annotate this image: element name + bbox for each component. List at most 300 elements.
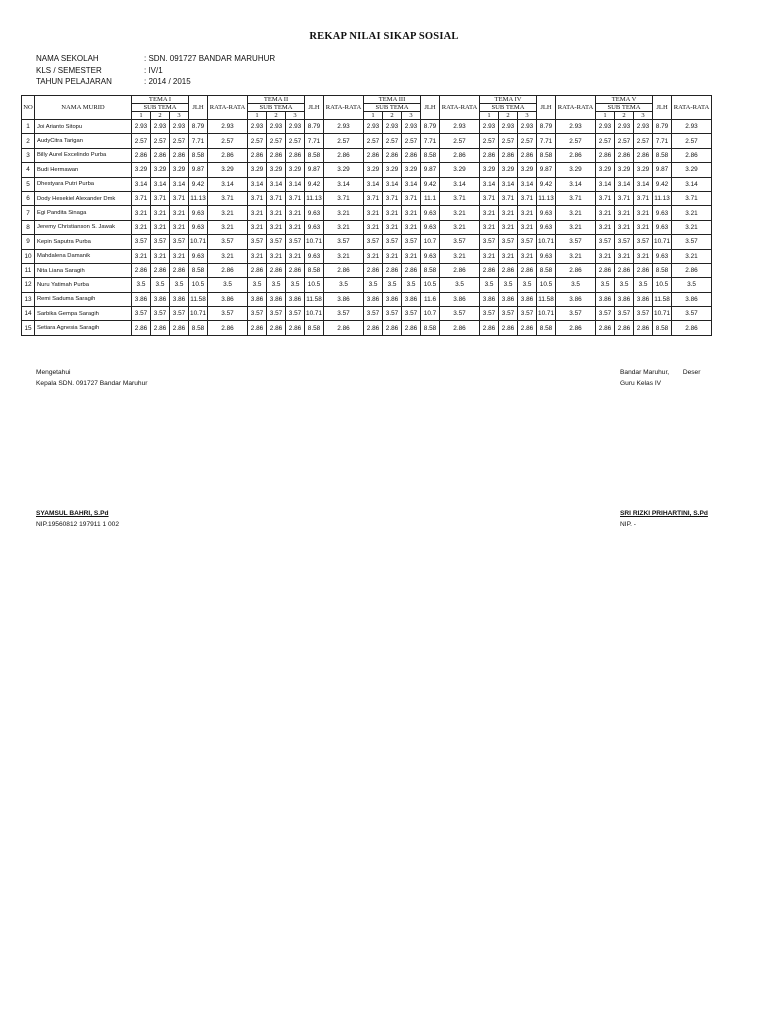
- subtema-1-score: 2.86: [248, 148, 267, 162]
- header-row: [22, 96, 712, 104]
- rata-rata-value: 2.86: [672, 263, 712, 277]
- header-subtema-number: 2: [615, 112, 634, 120]
- subtema-1-score: 3.71: [364, 191, 383, 205]
- jlh-value: 8.58: [653, 321, 672, 335]
- subtema-2-score: 3.21: [151, 220, 170, 234]
- subtema-1-score: 2.86: [364, 263, 383, 277]
- rata-rata-value: 2.86: [208, 148, 248, 162]
- jlh-value: 7.71: [537, 134, 556, 148]
- place: Bandar Maruhur,: [620, 369, 670, 376]
- jlh-value: 7.71: [305, 134, 324, 148]
- subtema-2-score: 2.86: [383, 263, 402, 277]
- jlh-value: 10.71: [537, 235, 556, 249]
- jlh-value: 10.71: [305, 235, 324, 249]
- subtema-3-score: 3.57: [518, 235, 537, 249]
- subtema-3-score: 3.71: [402, 191, 421, 205]
- rata-rata-value: 3.21: [208, 249, 248, 263]
- jlh-value: 11.13: [653, 191, 672, 205]
- subtema-3-score: 3.5: [286, 278, 305, 292]
- subtema-3-score: 2.86: [170, 148, 189, 162]
- subtema-3-score: 3.29: [518, 163, 537, 177]
- rata-rata-value: 2.86: [672, 321, 712, 335]
- teacher-name: SRI RIZKI PRIHARTINI, S.Pd: [620, 510, 708, 517]
- subtema-1-score: 3.5: [480, 278, 499, 292]
- rata-rata-value: 2.57: [324, 134, 364, 148]
- subtema-1-score: 2.93: [480, 120, 499, 134]
- table-row: [22, 206, 712, 220]
- header-rata-rata: RATA-RATA: [556, 96, 596, 120]
- subtema-3-score: 2.86: [518, 148, 537, 162]
- subtema-1-score: 3.14: [132, 177, 151, 191]
- left-signer: [36, 509, 119, 530]
- rata-rata-value: 3.21: [208, 220, 248, 234]
- subtema-2-score: 3.29: [615, 163, 634, 177]
- right-signer: [620, 509, 708, 530]
- row-number: 9: [22, 235, 35, 249]
- jlh-value: 9.87: [305, 163, 324, 177]
- rata-rata-value: 2.86: [556, 321, 596, 335]
- header-subtema: SUB TEMA: [480, 104, 537, 112]
- subtema-3-score: 2.86: [286, 263, 305, 277]
- place-date-line: [620, 368, 760, 379]
- subtema-2-score: 3.57: [267, 307, 286, 321]
- subtema-2-score: 3.57: [615, 307, 634, 321]
- header-rata-rata: RATA-RATA: [440, 96, 480, 120]
- subtema-3-score: 2.57: [634, 134, 653, 148]
- subtema-1-score: 2.86: [480, 148, 499, 162]
- subtema-1-score: 3.29: [364, 163, 383, 177]
- subtema-3-score: 3.21: [518, 249, 537, 263]
- header-no: NO: [22, 96, 35, 120]
- table-row: [22, 292, 712, 306]
- header-tema: TEMA I: [132, 96, 189, 104]
- rata-rata-value: 2.86: [440, 321, 480, 335]
- subtema-2-score: 3.21: [267, 206, 286, 220]
- subtema-2-score: 3.86: [151, 292, 170, 306]
- rata-rata-value: 2.93: [324, 120, 364, 134]
- subtema-3-score: 3.86: [170, 292, 189, 306]
- rata-rata-value: 3.5: [324, 278, 364, 292]
- jlh-value: 8.79: [421, 120, 440, 134]
- jlh-value: 8.58: [189, 263, 208, 277]
- info-row-year: [36, 76, 275, 88]
- subtema-1-score: 3.57: [480, 235, 499, 249]
- rata-rata-value: 2.57: [440, 134, 480, 148]
- rata-rata-value: 3.57: [208, 235, 248, 249]
- info-value: : 2014 / 2015: [144, 77, 191, 86]
- subtema-2-score: 2.86: [383, 148, 402, 162]
- subtema-1-score: 2.86: [596, 321, 615, 335]
- subtema-3-score: 3.57: [634, 235, 653, 249]
- rata-rata-value: 3.57: [324, 307, 364, 321]
- row-number: 15: [22, 321, 35, 335]
- jlh-value: 9.63: [421, 220, 440, 234]
- rata-rata-value: 3.29: [440, 163, 480, 177]
- document-title: REKAP NILAI SIKAP SOSIAL: [309, 31, 459, 42]
- subtema-1-score: 3.21: [132, 220, 151, 234]
- row-number: 6: [22, 191, 35, 205]
- jlh-value: 11.58: [537, 292, 556, 306]
- subtema-1-score: 2.86: [132, 263, 151, 277]
- right-signature-block: [620, 368, 760, 389]
- rata-rata-value: 3.5: [556, 278, 596, 292]
- subtema-1-score: 3.71: [248, 191, 267, 205]
- subtema-2-score: 3.57: [151, 307, 170, 321]
- subtema-3-score: 3.14: [634, 177, 653, 191]
- subtema-1-score: 3.5: [132, 278, 151, 292]
- rata-rata-value: 2.57: [672, 134, 712, 148]
- subtema-3-score: 2.86: [402, 148, 421, 162]
- subtema-2-score: 3.21: [383, 220, 402, 234]
- jlh-value: 8.58: [305, 321, 324, 335]
- jlh-value: 8.58: [421, 148, 440, 162]
- subtema-1-score: 2.86: [364, 148, 383, 162]
- rata-rata-value: 3.29: [208, 163, 248, 177]
- subtema-2-score: 3.21: [499, 249, 518, 263]
- subtema-1-score: 3.29: [480, 163, 499, 177]
- subtema-2-score: 3.57: [383, 307, 402, 321]
- subtema-2-score: 2.86: [615, 263, 634, 277]
- subtema-2-score: 3.86: [383, 292, 402, 306]
- subtema-2-score: 3.57: [499, 235, 518, 249]
- teacher-role: Guru Kelas IV: [620, 379, 662, 387]
- header-rata-rata: RATA-RATA: [324, 96, 364, 120]
- subtema-2-score: 3.14: [267, 177, 286, 191]
- subtema-2-score: 2.57: [615, 134, 634, 148]
- rata-rata-value: 3.57: [440, 235, 480, 249]
- rata-rata-value: 3.57: [556, 307, 596, 321]
- subtema-1-score: 2.57: [480, 134, 499, 148]
- rata-rata-value: 2.86: [324, 321, 364, 335]
- row-number: 5: [22, 177, 35, 191]
- rata-rata-value: 2.86: [324, 148, 364, 162]
- jlh-value: 9.63: [421, 206, 440, 220]
- left-signature-block: [36, 368, 147, 389]
- rata-rata-value: 3.21: [556, 249, 596, 263]
- header-rata-rata: RATA-RATA: [208, 96, 248, 120]
- header-subtema-number: 2: [383, 112, 402, 120]
- jlh-value: 10.5: [653, 278, 672, 292]
- subtema-3-score: 3.29: [402, 163, 421, 177]
- row-number: 10: [22, 249, 35, 263]
- subtema-3-score: 3.5: [170, 278, 189, 292]
- subtema-2-score: 2.86: [151, 321, 170, 335]
- subtema-1-score: 2.93: [364, 120, 383, 134]
- principal-name: SYAMSUL BAHRI, S.Pd: [36, 510, 109, 517]
- table-row: [22, 177, 712, 191]
- subtema-3-score: 3.86: [286, 292, 305, 306]
- header-tema: TEMA IV: [480, 96, 537, 104]
- subtema-3-score: 2.93: [402, 120, 421, 134]
- subtema-2-score: 3.57: [267, 235, 286, 249]
- table-row: [22, 321, 712, 335]
- subtema-1-score: 3.14: [596, 177, 615, 191]
- header-jlh: JLH: [189, 96, 208, 120]
- jlh-value: 11.58: [305, 292, 324, 306]
- subtema-3-score: 3.71: [170, 191, 189, 205]
- row-number: 1: [22, 120, 35, 134]
- school-info: [36, 53, 275, 88]
- subtema-1-score: 2.86: [480, 263, 499, 277]
- subtema-1-score: 2.86: [248, 321, 267, 335]
- subtema-3-score: 2.57: [518, 134, 537, 148]
- header-subtema-number: 3: [286, 112, 305, 120]
- rata-rata-value: 3.5: [440, 278, 480, 292]
- rata-rata-value: 3.14: [556, 177, 596, 191]
- student-name: Dhestyara Putri Purba: [35, 177, 132, 191]
- jlh-value: 11.13: [305, 191, 324, 205]
- subtema-2-score: 3.29: [267, 163, 286, 177]
- subtema-2-score: 2.86: [499, 321, 518, 335]
- subtema-3-score: 3.57: [518, 307, 537, 321]
- subtema-1-score: 3.57: [132, 307, 151, 321]
- subtema-2-score: 2.93: [151, 120, 170, 134]
- header-jlh: JLH: [421, 96, 440, 120]
- table-row: [22, 134, 712, 148]
- rata-rata-value: 3.86: [208, 292, 248, 306]
- subtema-1-score: 2.86: [480, 321, 499, 335]
- table-row: [22, 120, 712, 134]
- subtema-3-score: 3.57: [402, 307, 421, 321]
- subtema-2-score: 3.21: [151, 249, 170, 263]
- rata-rata-value: 3.21: [440, 220, 480, 234]
- rata-rata-value: 3.21: [556, 206, 596, 220]
- rata-rata-value: 3.21: [324, 249, 364, 263]
- subtema-1-score: 2.57: [132, 134, 151, 148]
- subtema-2-score: 2.86: [499, 148, 518, 162]
- row-number: 12: [22, 278, 35, 292]
- subtema-3-score: 3.5: [634, 278, 653, 292]
- subtema-1-score: 3.14: [480, 177, 499, 191]
- table-row: [22, 148, 712, 162]
- subtema-3-score: 2.86: [402, 321, 421, 335]
- subtema-3-score: 2.57: [170, 134, 189, 148]
- subtema-2-score: 2.93: [615, 120, 634, 134]
- subtema-1-score: 2.57: [364, 134, 383, 148]
- subtema-1-score: 3.21: [480, 220, 499, 234]
- subtema-1-score: 3.21: [364, 206, 383, 220]
- jlh-value: 7.71: [189, 134, 208, 148]
- subtema-3-score: 2.86: [634, 263, 653, 277]
- subtema-3-score: 3.21: [518, 220, 537, 234]
- subtema-2-score: 3.86: [499, 292, 518, 306]
- header-jlh: JLH: [653, 96, 672, 120]
- rata-rata-value: 3.14: [208, 177, 248, 191]
- jlh-value: 11.6: [421, 292, 440, 306]
- subtema-1-score: 2.86: [364, 321, 383, 335]
- subtema-3-score: 2.86: [170, 263, 189, 277]
- jlh-value: 9.63: [653, 249, 672, 263]
- jlh-value: 8.58: [537, 263, 556, 277]
- jlh-value: 7.71: [653, 134, 672, 148]
- student-name: Billy Aurel Excelindo Purba: [35, 148, 132, 162]
- subtema-1-score: 3.57: [248, 307, 267, 321]
- subtema-1-score: 3.21: [364, 249, 383, 263]
- subtema-1-score: 2.93: [596, 120, 615, 134]
- subtema-3-score: 2.93: [634, 120, 653, 134]
- rata-rata-value: 3.86: [556, 292, 596, 306]
- jlh-value: 9.87: [189, 163, 208, 177]
- subtema-2-score: 2.57: [151, 134, 170, 148]
- jlh-value: 9.63: [537, 249, 556, 263]
- info-value: : IV/1: [144, 65, 163, 75]
- rata-rata-value: 3.14: [440, 177, 480, 191]
- subtema-2-score: 3.86: [615, 292, 634, 306]
- rata-rata-value: 2.86: [672, 148, 712, 162]
- subtema-2-score: 3.21: [383, 249, 402, 263]
- subtema-2-score: 3.5: [499, 278, 518, 292]
- grades-table-body: [22, 120, 712, 336]
- rata-rata-value: 3.21: [440, 206, 480, 220]
- rata-rata-value: 3.21: [324, 220, 364, 234]
- jlh-value: 8.58: [305, 263, 324, 277]
- header-subtema-number: 3: [518, 112, 537, 120]
- subtema-1-score: 3.21: [248, 249, 267, 263]
- subtema-3-score: 2.93: [170, 120, 189, 134]
- subtema-1-score: 3.57: [132, 235, 151, 249]
- info-value: : SDN. 091727 BANDAR MARUHUR: [144, 54, 276, 63]
- table-row: [22, 235, 712, 249]
- header-subtema-number: 3: [170, 112, 189, 120]
- subtema-2-score: 3.71: [383, 191, 402, 205]
- subtema-2-score: 3.57: [615, 235, 634, 249]
- rata-rata-value: 2.86: [440, 148, 480, 162]
- jlh-value: 7.71: [421, 134, 440, 148]
- subtema-1-score: 3.21: [596, 249, 615, 263]
- principal-nip: NIP.19560812 197911 1 002: [36, 520, 119, 528]
- subtema-2-score: 3.14: [499, 177, 518, 191]
- subtema-2-score: 3.21: [267, 249, 286, 263]
- header-student-name: NAMA MURID: [35, 96, 132, 120]
- jlh-value: 8.79: [653, 120, 672, 134]
- header-jlh: JLH: [537, 96, 556, 120]
- student-name: Jeremy Christianson S. Jawak: [35, 220, 132, 234]
- subtema-2-score: 2.86: [267, 148, 286, 162]
- row-number: 13: [22, 292, 35, 306]
- subtema-2-score: 2.86: [151, 148, 170, 162]
- subtema-1-score: 3.71: [596, 191, 615, 205]
- header-tema: TEMA III: [364, 96, 421, 104]
- subtema-2-score: 3.21: [615, 206, 634, 220]
- subtema-2-score: 3.5: [151, 278, 170, 292]
- student-name: Kepin Saputra Purba: [35, 235, 132, 249]
- table-row: [22, 278, 712, 292]
- jlh-value: 10.71: [189, 235, 208, 249]
- header-subtema-number: 2: [499, 112, 518, 120]
- rata-rata-value: 2.93: [556, 120, 596, 134]
- rata-rata-value: 2.86: [556, 148, 596, 162]
- jlh-value: 10.5: [189, 278, 208, 292]
- subtema-1-score: 3.21: [248, 220, 267, 234]
- jlh-value: 9.63: [421, 249, 440, 263]
- grades-table-header: [22, 96, 712, 120]
- subtema-2-score: 2.93: [383, 120, 402, 134]
- rata-rata-value: 2.93: [208, 120, 248, 134]
- jlh-value: 8.79: [189, 120, 208, 134]
- subtema-3-score: 3.86: [634, 292, 653, 306]
- student-name: Egi Pandita Sinaga: [35, 206, 132, 220]
- jlh-value: 9.63: [189, 220, 208, 234]
- subtema-3-score: 3.71: [286, 191, 305, 205]
- rata-rata-value: 3.86: [672, 292, 712, 306]
- student-name: Sarbika Gempa Saragih: [35, 307, 132, 321]
- header-subtema: SUB TEMA: [364, 104, 421, 112]
- subtema-1-score: 3.21: [364, 220, 383, 234]
- header-subtema-number: 1: [480, 112, 499, 120]
- jlh-value: 8.58: [421, 321, 440, 335]
- row-number: 8: [22, 220, 35, 234]
- jlh-value: 9.63: [189, 206, 208, 220]
- subtema-3-score: 3.86: [402, 292, 421, 306]
- subtema-1-score: 3.57: [480, 307, 499, 321]
- subtema-2-score: 2.86: [383, 321, 402, 335]
- subtema-2-score: 3.57: [151, 235, 170, 249]
- subtema-3-score: 3.14: [286, 177, 305, 191]
- header-subtema-number: 2: [267, 112, 286, 120]
- subtema-2-score: 3.14: [383, 177, 402, 191]
- subtema-2-score: 3.21: [267, 220, 286, 234]
- subtema-2-score: 3.14: [151, 177, 170, 191]
- subtema-2-score: 2.86: [267, 263, 286, 277]
- subtema-3-score: 3.21: [518, 206, 537, 220]
- subtema-1-score: 3.57: [364, 235, 383, 249]
- header-tema: TEMA II: [248, 96, 305, 104]
- rata-rata-value: 3.29: [324, 163, 364, 177]
- subtema-1-score: 3.29: [596, 163, 615, 177]
- subtema-1-score: 3.71: [132, 191, 151, 205]
- subtema-1-score: 3.57: [596, 235, 615, 249]
- subtema-1-score: 3.14: [364, 177, 383, 191]
- subtema-1-score: 3.71: [480, 191, 499, 205]
- subtema-2-score: 2.86: [615, 321, 634, 335]
- jlh-value: 9.42: [653, 177, 672, 191]
- jlh-value: 9.42: [537, 177, 556, 191]
- jlh-value: 9.63: [189, 249, 208, 263]
- subtema-3-score: 3.29: [170, 163, 189, 177]
- student-name: Nuru Yatimah Purba: [35, 278, 132, 292]
- rata-rata-value: 3.5: [208, 278, 248, 292]
- jlh-value: 8.79: [537, 120, 556, 134]
- student-name: Budi Hermawan: [35, 163, 132, 177]
- subtema-1-score: 2.86: [596, 148, 615, 162]
- jlh-value: 11.58: [189, 292, 208, 306]
- subtema-3-score: 3.71: [634, 191, 653, 205]
- jlh-value: 8.58: [653, 148, 672, 162]
- subtema-3-score: 3.21: [402, 220, 421, 234]
- header-rata-rata: RATA-RATA: [672, 96, 712, 120]
- jlh-value: 10.7: [421, 235, 440, 249]
- header-subtema: SUB TEMA: [596, 104, 653, 112]
- subtema-3-score: 3.57: [170, 235, 189, 249]
- rata-rata-value: 2.86: [556, 263, 596, 277]
- subtema-1-score: 3.5: [596, 278, 615, 292]
- subtema-1-score: 2.57: [248, 134, 267, 148]
- student-name: Mahdalena Damanik: [35, 249, 132, 263]
- jlh-value: 8.58: [189, 321, 208, 335]
- subtema-1-score: 3.29: [132, 163, 151, 177]
- jlh-value: 8.58: [421, 263, 440, 277]
- subtema-2-score: 3.21: [615, 249, 634, 263]
- subtema-2-score: 3.71: [267, 191, 286, 205]
- subtema-3-score: 3.71: [518, 191, 537, 205]
- subtema-2-score: 2.57: [499, 134, 518, 148]
- subtema-1-score: 3.86: [364, 292, 383, 306]
- subtema-2-score: 3.5: [615, 278, 634, 292]
- subtema-1-score: 3.14: [248, 177, 267, 191]
- subtema-1-score: 3.5: [248, 278, 267, 292]
- subtema-1-score: 3.86: [480, 292, 499, 306]
- jlh-value: 9.63: [537, 206, 556, 220]
